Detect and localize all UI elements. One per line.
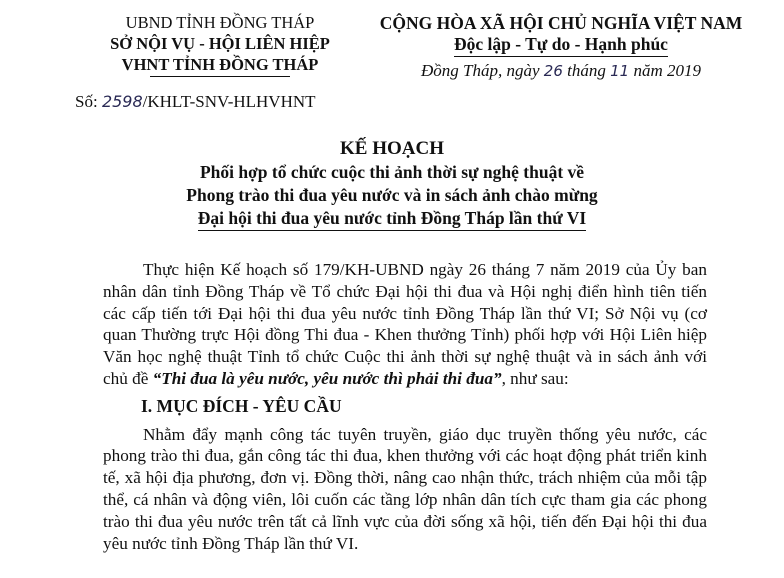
header-left-underline <box>150 76 290 77</box>
campaign-theme: “Thi đua là yêu nước, yêu nước thì phải thi đua” <box>152 368 502 388</box>
document-number-prefix: Số: <box>75 92 102 111</box>
document-title-block <box>0 137 784 231</box>
document-body <box>103 259 707 554</box>
national-motto-header <box>356 12 766 82</box>
purpose-paragraph: Nhằm đẩy mạnh công tác tuyên truyền, giáo dục truyền thống yêu nước, các phong trào thi đua, gắn công tác thi đua, khen thưởng với các hoạt động phát triển kinh tế, xã hội địa phương, đơn vị. Đồng thời, nâng cao nhận thức, trách nhiệm của mỗi tập thể, cá nhân và động viên, lôi cuốn các tầng lớp nhân dân tích cực tham gia các phong trào thi đua yêu nước trên tất cả lĩnh vực của đời sống xã hội, tiến đến Đại hội thi đua yêu nước tỉnh Đồng Tháp lần thứ VI. <box>103 424 707 553</box>
date-year: năm 2019 <box>629 61 701 80</box>
intro-ending: , như sau: <box>501 368 569 388</box>
intro-paragraph <box>103 259 707 390</box>
document-number <box>75 92 316 112</box>
date-month-handwritten: 11 <box>610 62 630 80</box>
issuing-authority: UBND TỈNH ĐỒNG THÁP <box>125 13 315 32</box>
national-motto: Độc lập - Tự do - Hạnh phúc <box>454 34 668 57</box>
place-and-date <box>356 60 766 82</box>
document-number-suffix: /KHLT-SNV-HLHVHNT <box>142 92 316 111</box>
document-number-handwritten: 2598 <box>101 92 143 111</box>
subtitle-line-3: Đại hội thi đua yêu nước tỉnh Đồng Tháp lần thứ VI <box>198 207 586 231</box>
country-name: CỘNG HÒA XÃ HỘI CHỦ NGHĨA VIỆT NAM <box>379 13 743 33</box>
date-prefix: Đồng Tháp, ngày <box>421 61 544 80</box>
intro-text: Thực hiện Kế hoạch số 179/KH-UBND ngày 26 tháng 7 năm 2019 của Ủy ban nhân dân tỉnh Đồng Tháp về Tổ chức Đại hội thi đua và Hội nghị điển hình tiên tiến các cấp tiến tới Đại hội thi đua yêu nước tỉnh Đồng Tháp lần thứ VI; Sở Nội vụ (cơ quan Thường trực Hội đồng Thi đua - Khen thưởng Tỉnh) phối hợp với Hội Liên hiệp Văn học nghệ thuật Tỉnh tổ chức Cuộc thi ảnh thời sự nghệ thuật và in sách ảnh với chủ đề <box>103 260 707 388</box>
subtitle-line-1: Phối hợp tổ chức cuộc thi ảnh thời sự nghệ thuật về <box>199 162 585 182</box>
subtitle-line-2: Phong trào thi đua yêu nước và in sách ảnh chào mừng <box>186 185 598 205</box>
issuing-agency-header <box>60 12 380 77</box>
issuing-agency-line-1: SỞ NỘI VỤ - HỘI LIÊN HIỆP <box>110 34 330 53</box>
section-heading: I. MỤC ĐÍCH - YÊU CẦU <box>141 395 342 416</box>
issuing-agency-line-2: VHNT TỈNH ĐỒNG THÁP <box>121 55 319 74</box>
date-month-label: tháng <box>562 61 611 80</box>
document-title: KẾ HOẠCH <box>340 138 444 159</box>
date-day-handwritten: 26 <box>543 62 563 80</box>
subtitle-line-3-wrapper <box>0 207 784 231</box>
